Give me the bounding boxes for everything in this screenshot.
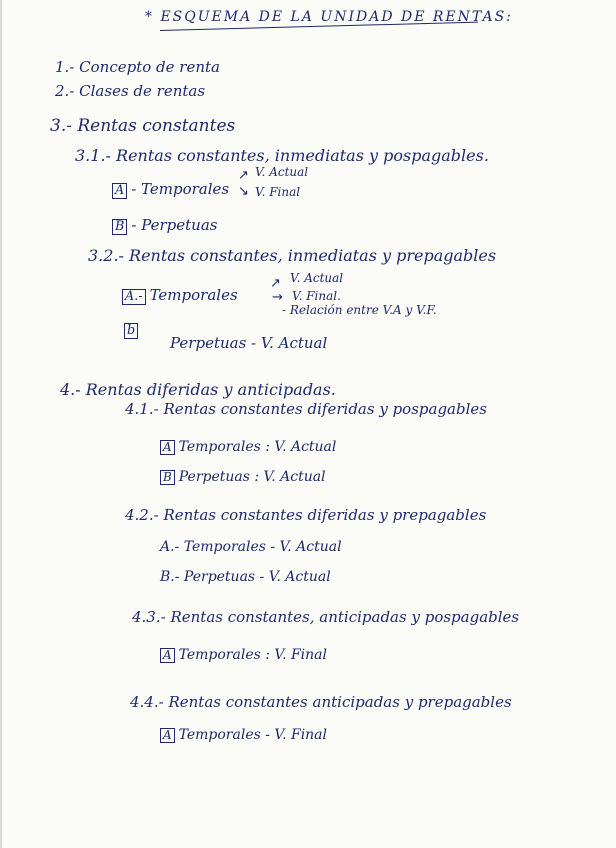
outline-item-4-1-a xyxy=(160,440,336,455)
item-label: - Perpetuas xyxy=(131,216,218,234)
outline-item-3-2-b: Perpetuas - V. Actual xyxy=(170,334,328,352)
outline-item-3-1-a xyxy=(112,182,229,199)
outline-item-3: 3.- Rentas constantes xyxy=(50,116,236,136)
item-marker: A xyxy=(160,648,175,663)
outline-branch-actual: V. Actual xyxy=(290,271,344,285)
item-marker: B xyxy=(112,219,127,235)
outline-item-4-1: 4.1.- Rentas constantes diferidas y pospagables xyxy=(125,400,487,418)
outline-item-4-2-b: B.- Perpetuas - V. Actual xyxy=(160,569,331,585)
outline-item-1: 1.- Concepto de renta xyxy=(55,58,220,76)
outline-branch-final: V. Final. xyxy=(292,289,341,303)
outline-item-3-2-b-marker xyxy=(124,322,142,339)
outline-item-4-1-b xyxy=(160,470,326,485)
outline-item-3-2: 3.2.- Rentas constantes, inmediatas y prepagables xyxy=(88,246,497,265)
item-marker: A xyxy=(112,183,127,199)
outline-item-4-4: 4.4.- Rentas constantes anticipadas y prepagables xyxy=(130,693,512,711)
outline-item-4-2-a: A.- Temporales - V. Actual xyxy=(160,539,342,555)
outline-item-3-2-a xyxy=(122,288,238,305)
outline-item-4-3-a xyxy=(160,648,327,663)
outline-item-4-3: 4.3.- Rentas constantes, anticipadas y pospagables xyxy=(132,608,520,626)
outline-branch-relation: - Relación entre V.A y V.F. xyxy=(282,303,437,317)
item-label: Temporales xyxy=(149,286,238,304)
item-marker: A xyxy=(160,728,175,743)
item-label: Perpetuas : V. Actual xyxy=(178,469,326,485)
item-label: - Temporales xyxy=(131,180,230,198)
arrow-right-icon: → xyxy=(272,290,283,305)
page-title: * ESQUEMA DE LA UNIDAD DE RENTAS: xyxy=(145,9,513,25)
outline-item-4: 4.- Rentas diferidas y anticipadas. xyxy=(60,380,336,399)
arrow-up-icon: ↗ xyxy=(270,276,281,291)
arrow-up-icon: ↗ xyxy=(238,168,249,183)
outline-item-2: 2.- Clases de rentas xyxy=(55,82,206,100)
outline-item-4-2: 4.2.- Rentas constantes diferidas y prepagables xyxy=(125,506,487,524)
item-marker: A xyxy=(160,440,175,455)
item-marker: B xyxy=(160,470,175,485)
item-label: Temporales - V. Final xyxy=(178,727,328,743)
outline-item-3-1: 3.1.- Rentas constantes, inmediatas y pospagables. xyxy=(75,146,489,165)
item-label: Temporales : V. Actual xyxy=(178,439,337,455)
outline-item-3-1-b xyxy=(112,218,218,235)
outline-item-4-4-a xyxy=(160,728,327,743)
item-marker: b xyxy=(124,323,138,339)
item-marker: A.- xyxy=(122,289,146,305)
outline-branch-final: V. Final xyxy=(255,185,301,199)
arrow-right-icon: ↘ xyxy=(238,184,249,199)
outline-branch-actual: V. Actual xyxy=(255,165,309,179)
item-label: Temporales : V. Final xyxy=(178,647,327,663)
